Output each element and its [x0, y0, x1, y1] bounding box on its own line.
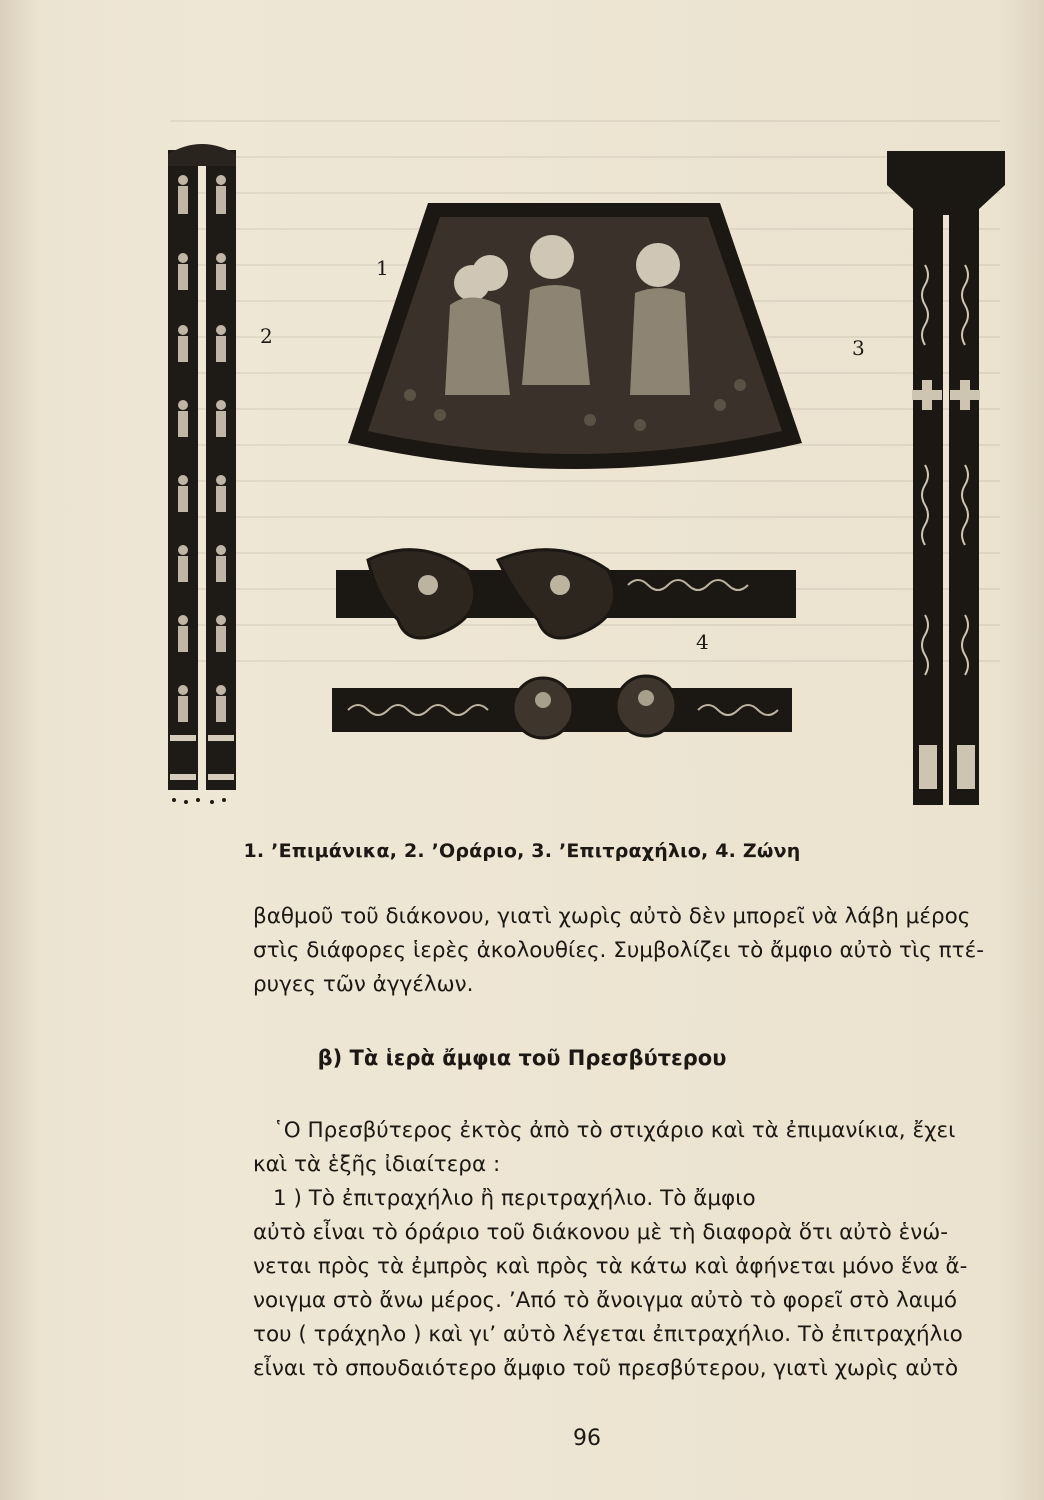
epimanika-illustration — [340, 195, 810, 495]
paragraph-body — [253, 1114, 998, 1386]
figure-label-4: 4 — [696, 630, 709, 654]
zone-illustration — [328, 540, 808, 750]
figure-label-3: 3 — [852, 336, 865, 360]
text-line: ῾Ο Πρεσβύτερος ἐκτὸς ἀπὸ τὸ στιχάριο καὶ τὰ ἐπιμανίκια, ἔχει — [273, 1118, 956, 1143]
figure-label-1: 1 — [376, 256, 389, 280]
text-line: νεται πρὸς τὰ ἐμπρὸς καὶ πρὸς τὰ κάτω καὶ ἀφήνεται μόνο ἕνα ἄ- — [253, 1254, 968, 1279]
text-line: στὶς διάφορες ἱερὲς ἀκολουθίες. Συμβολίζει τὸ ἄμφιο αὐτὸ τὶς πτέ- — [253, 938, 984, 963]
figure-label-2: 2 — [260, 324, 273, 348]
section-heading: β) Τὰ ἱερὰ ἄμφια τοῦ Πρεσβύτερου — [317, 1046, 727, 1070]
text-line: νοιγμα στὸ ἄνω μέρος. ’Από τὸ ἄνοιγμα αὐτὸ τὸ φορεῖ στὸ λαιμό — [253, 1288, 957, 1313]
text-line: εἶναι τὸ σπουδαιότερο ἄμφιο τοῦ πρεσβύτερου, γιατὶ χωρὶς αὐτὸ — [253, 1356, 959, 1381]
text-line: 1 ) Τὸ ἐπιτραχήλιο ἢ περιτραχήλιο. Τὸ ἄμφιο — [273, 1186, 756, 1211]
text-line: του ( τράχηλο ) καὶ γι’ αὐτὸ λέγεται ἐπιτραχήλιο. Τὸ ἐπιτραχήλιο — [253, 1322, 963, 1347]
text-line: βαθμοῦ τοῦ διάκονου, γιατὶ χωρὶς αὐτὸ δὲν μπορεῖ νὰ λάβη μέρος — [253, 904, 971, 929]
epitrachelion-illustration — [875, 145, 1015, 835]
text-line: καὶ τὰ ἑξῆς ἰδιαίτερα : — [253, 1152, 501, 1177]
orarion-illustration — [160, 140, 250, 820]
figure-caption: 1. ’Επιμάνικα, 2. ’Οράριο, 3. ’Επιτραχήλιο, 4. Ζώνη — [243, 840, 801, 862]
text-line: αὐτὸ εἶναι τὸ όράριο τοῦ διάκονου μὲ τὴ διαφορὰ ὅτι αὐτὸ ἑνώ- — [253, 1220, 949, 1245]
page-number: 96 — [573, 1426, 601, 1451]
paragraph-top — [253, 900, 998, 1002]
text-line: ρυγες τῶν ἀγγέλων. — [253, 972, 474, 997]
